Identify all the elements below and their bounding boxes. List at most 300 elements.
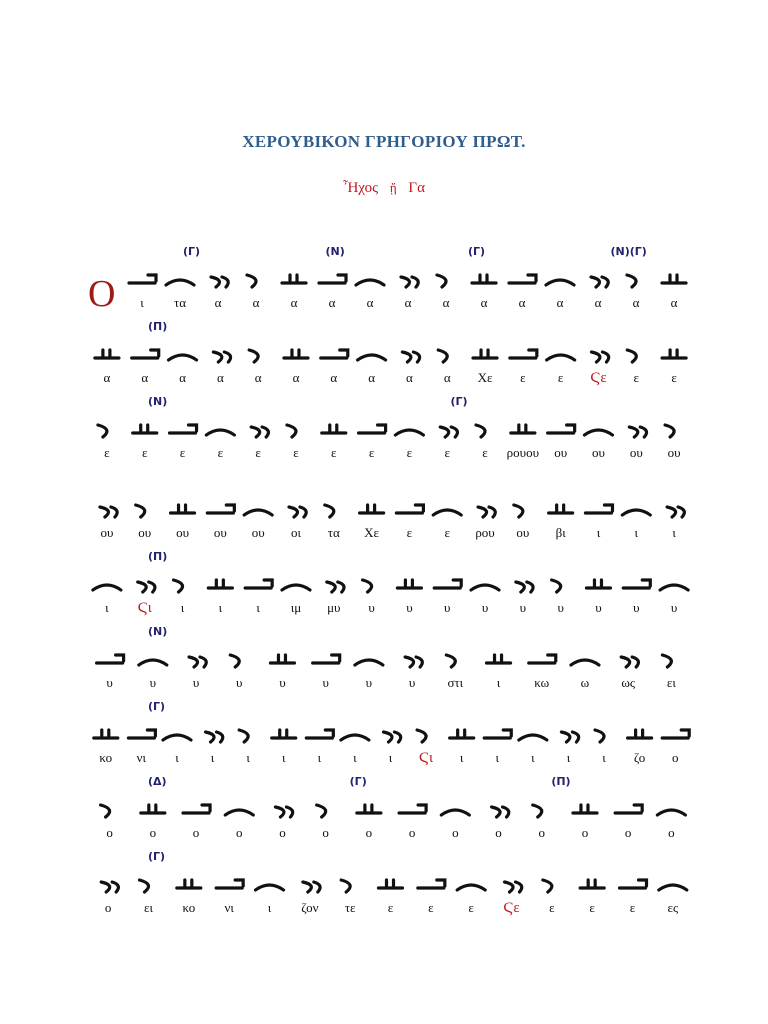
lyric-syllable: μυ	[327, 600, 341, 615]
lyric-syllable: ου	[629, 445, 643, 460]
lyric-line	[88, 900, 693, 922]
lyric-syllable: α	[406, 370, 413, 385]
neume-glyph	[547, 355, 575, 360]
neume-glyph	[657, 810, 685, 815]
lyric-syllable: ε	[520, 370, 526, 385]
lyric-syllable: κο	[99, 750, 113, 765]
neume-glyph	[360, 505, 384, 513]
lyric-syllable: υ	[192, 675, 200, 690]
martyria-sign: (Γ)	[468, 245, 486, 258]
lyric-syllable: τα	[327, 525, 340, 540]
lyric-line	[88, 525, 693, 547]
lyric-syllable: ι	[596, 525, 601, 540]
martyria-sign: (Ν)	[148, 395, 168, 408]
lyric-syllable: κω	[534, 675, 550, 690]
neume-strip	[88, 475, 693, 525]
lyric-syllable: ε	[141, 445, 148, 460]
lyric-syllable: α	[368, 370, 375, 385]
score-title: ΧΕΡΟΥΒΙΚΟΝ ΓΡΗΓΟΡΙΟΥ ΠΡΩΤ.	[242, 132, 526, 151]
neume-strip	[88, 775, 693, 825]
martyria-sign: (Ν)(Γ)	[610, 245, 647, 258]
neume-glyph	[208, 580, 232, 588]
lyric-syllable: α	[103, 370, 111, 385]
lyric-syllable: α	[330, 370, 338, 385]
neume-glyph	[341, 880, 350, 892]
lyric-syllable: Ϛε	[503, 900, 520, 916]
neume-glyph	[169, 355, 197, 360]
lyric-syllable: ου	[667, 445, 681, 460]
neume-glyph	[659, 885, 687, 890]
mode-prefix: Ἦχος	[343, 180, 379, 196]
neume-glyph	[505, 882, 522, 892]
neume-glyph	[571, 660, 599, 665]
neume-glyph	[282, 275, 306, 283]
lyric-syllable: α	[594, 295, 602, 310]
neume-glyph	[138, 582, 155, 592]
lyric-syllable: ου	[516, 525, 530, 540]
neume-glyph	[303, 882, 320, 892]
neume-glyph	[256, 885, 284, 890]
neume-glyph	[284, 350, 308, 358]
lyric-syllable: ως	[621, 675, 636, 690]
neume-glyph	[230, 655, 239, 667]
neume-glyph	[211, 277, 228, 287]
neume-glyph	[206, 732, 223, 742]
neume-glyph	[533, 805, 542, 817]
neume-glyph	[437, 275, 446, 287]
neume-glyph	[396, 505, 423, 513]
lyric-syllable: ο	[624, 825, 632, 840]
neume-glyph	[325, 505, 334, 517]
neume-glyph	[384, 732, 401, 742]
neume-glyph	[514, 505, 523, 517]
neume-glyph	[251, 427, 268, 437]
lyric-syllable: νι	[136, 750, 147, 765]
lyric-syllable: ει	[144, 900, 153, 915]
neume-glyph	[207, 505, 234, 513]
lyric-syllable: υ	[406, 600, 413, 615]
neume-glyph	[487, 655, 511, 663]
neume-glyph	[397, 580, 421, 588]
neume-glyph	[622, 510, 650, 515]
lyric-syllable: ο	[236, 825, 243, 840]
lyric-syllable: ι	[246, 750, 250, 765]
neume-glyph	[341, 735, 369, 740]
neume-glyph	[357, 805, 381, 813]
neume-glyph	[94, 730, 118, 738]
lyric-syllable: υ	[633, 600, 640, 615]
lyric-syllable: ε	[406, 525, 413, 540]
lyric-syllable: ε	[331, 445, 337, 460]
lyric-syllable: ι	[353, 750, 357, 765]
lyric-syllable: ζο	[633, 750, 646, 765]
neume-glyph	[272, 730, 296, 738]
lyric-syllable: ο	[581, 825, 589, 840]
neume-glyph	[356, 280, 384, 285]
neume-glyph	[183, 805, 210, 813]
lyric-syllable: ρου	[475, 525, 495, 540]
neume-glyph	[319, 275, 346, 283]
martyria-sign: (Γ)	[148, 700, 166, 713]
neume-glyph	[98, 425, 107, 437]
lyric-syllable: ε	[557, 370, 564, 385]
neume-glyph	[417, 730, 426, 742]
neume-glyph	[549, 505, 573, 513]
neume-glyph	[363, 580, 372, 592]
neume-glyph	[478, 507, 495, 517]
neume-glyph	[476, 425, 485, 437]
martyria-sign: (Ν)	[148, 625, 168, 638]
neume-glyph	[543, 880, 552, 892]
neume-glyph	[313, 655, 340, 663]
neume-glyph	[97, 655, 124, 663]
lyric-syllable: α	[443, 370, 451, 385]
neume-glyph	[101, 805, 110, 817]
neume-glyph	[95, 350, 119, 358]
lyric-syllable: α	[214, 295, 222, 310]
neume-glyph	[129, 275, 156, 283]
lyric-syllable: υ	[149, 675, 157, 690]
lyric-syllable: Ϛι	[419, 750, 434, 766]
lyric-syllable: στι	[447, 675, 464, 690]
lyric-syllable: α	[254, 370, 262, 385]
neume-glyph	[140, 880, 149, 892]
lyric-syllable: Χε	[477, 370, 493, 385]
lyric-syllable: α	[442, 295, 450, 310]
neume-glyph	[213, 352, 230, 362]
neume-glyph	[100, 507, 117, 517]
lyric-syllable: υ	[557, 600, 564, 615]
lyric-syllable: κο	[182, 900, 196, 915]
lyric-syllable: ε	[482, 445, 488, 460]
neume-glyph	[473, 350, 497, 358]
lyric-syllable: α	[480, 295, 488, 310]
lyric-syllable: οι	[290, 525, 301, 540]
lyric-syllable: ο	[104, 900, 112, 915]
martyria-sign: (Γ)	[183, 245, 201, 258]
lyric-syllable: ι	[495, 750, 499, 765]
neume-glyph	[306, 730, 333, 738]
lyric-syllable: τε	[344, 900, 356, 915]
score-line	[88, 850, 693, 930]
neume-glyph	[662, 275, 686, 283]
lyric-syllable: ι	[140, 295, 144, 310]
neume-glyph	[591, 352, 608, 362]
neume-glyph	[519, 735, 547, 740]
neume-glyph	[317, 805, 326, 817]
lyric-syllable: ει	[666, 675, 676, 690]
neume-glyph	[282, 585, 310, 590]
neume-glyph	[289, 507, 306, 517]
neume-glyph	[438, 350, 447, 362]
neume-glyph	[584, 430, 612, 435]
lyric-syllable: ε	[255, 445, 261, 460]
score-line	[88, 775, 693, 855]
lyric-syllable: νι	[224, 900, 234, 915]
neume-glyph	[216, 880, 243, 888]
lyric-syllable: ι	[531, 750, 535, 765]
neume-glyph	[128, 730, 155, 738]
neume-glyph	[552, 580, 561, 592]
lyric-syllable: ι	[210, 750, 215, 765]
lyric-syllable: βι	[555, 525, 566, 540]
lyric-syllable: υ	[408, 675, 416, 690]
lyric-syllable: ο	[668, 825, 675, 840]
neume-glyph	[620, 880, 647, 888]
neume-glyph	[136, 505, 145, 517]
lyric-syllable: ι	[218, 600, 223, 615]
lyric-syllable: υ	[279, 675, 286, 690]
neume-strip	[123, 245, 693, 295]
lyric-syllable: ου	[251, 525, 265, 540]
lyric-syllable: ου	[138, 525, 152, 540]
martyria-sign: (Γ)	[148, 850, 166, 863]
lyric-syllable: Ϛε	[590, 370, 607, 386]
neume-glyph	[139, 660, 167, 665]
neume-glyph	[287, 425, 296, 437]
lyric-line	[88, 825, 693, 847]
martyria-sign: (Π)	[148, 320, 168, 333]
lyric-syllable: υ	[322, 675, 329, 690]
lyric-syllable: υ	[595, 600, 602, 615]
lyric-syllable: ο	[192, 825, 200, 840]
lyric-syllable: ζον	[301, 900, 319, 915]
lyric-syllable: α	[252, 295, 260, 310]
lyric-syllable: ου	[554, 445, 568, 460]
lyric-line	[88, 445, 693, 467]
neume-glyph	[450, 730, 474, 738]
lyric-syllable: ι	[634, 525, 639, 540]
lyric-syllable: υ	[444, 600, 451, 615]
neume-glyph	[573, 805, 597, 813]
neume-glyph	[327, 582, 344, 592]
lyric-syllable: Ϛι	[137, 600, 152, 616]
lyric-syllable: ο	[106, 825, 113, 840]
lyric-syllable: ο	[408, 825, 416, 840]
neume-glyph	[399, 805, 426, 813]
lyric-syllable: ο	[149, 825, 157, 840]
neume-glyph	[358, 355, 386, 360]
lyric-syllable: ε	[104, 445, 110, 460]
neume-glyph	[101, 882, 118, 892]
lyric-syllable: α	[366, 295, 374, 310]
score-line	[123, 245, 693, 325]
lyric-syllable: ι	[267, 900, 272, 915]
lyric-syllable: ε	[179, 445, 186, 460]
neume-glyph	[667, 507, 684, 517]
neume-glyph	[239, 730, 248, 742]
neume-glyph	[662, 655, 671, 667]
neume-glyph	[471, 585, 499, 590]
lyric-syllable: α	[141, 370, 149, 385]
lyric-syllable: υ	[236, 675, 243, 690]
lyric-syllable: ε	[468, 900, 474, 915]
neume-glyph	[401, 277, 418, 287]
lyric-syllable: ι	[602, 750, 606, 765]
neume-glyph	[163, 735, 191, 740]
neume-glyph	[546, 280, 574, 285]
lyric-syllable: ο	[671, 750, 679, 765]
neume-glyph	[591, 277, 608, 287]
neume-glyph	[561, 732, 578, 742]
lyric-syllable: τα	[173, 295, 187, 310]
neume-glyph	[628, 730, 652, 738]
neume-glyph	[275, 807, 292, 817]
neume-glyph	[629, 427, 646, 437]
lyric-syllable: ε	[444, 525, 450, 540]
neume-glyph	[247, 275, 256, 287]
lyric-syllable: Χε	[364, 525, 380, 540]
lyric-syllable: ε	[549, 900, 555, 915]
lyric-syllable: α	[518, 295, 526, 310]
neume-glyph	[511, 425, 535, 433]
neume-glyph	[446, 655, 455, 667]
lyric-syllable: ι	[566, 750, 571, 765]
lyric-syllable: υ	[481, 600, 489, 615]
neume-glyph	[627, 350, 636, 362]
lyric-syllable: ι	[496, 675, 501, 690]
neume-glyph	[206, 430, 234, 435]
neume-glyph	[472, 275, 496, 283]
lyric-syllable: ι	[281, 750, 286, 765]
lyric-syllable: ε	[428, 900, 434, 915]
score-line	[88, 625, 693, 705]
neume-strip	[88, 700, 693, 750]
neume-glyph	[433, 510, 461, 515]
neume-glyph	[623, 580, 650, 588]
lyric-syllable: ι	[180, 600, 185, 615]
neume-glyph	[621, 657, 638, 667]
lyric-syllable: α	[179, 370, 186, 385]
lyric-syllable: υ	[106, 675, 113, 690]
mode-martyria: Γα	[408, 180, 425, 196]
martyria-sign: (Ν)	[325, 245, 345, 258]
neume-glyph	[516, 582, 533, 592]
neume-strip	[88, 550, 693, 600]
lyric-syllable: ι	[105, 600, 109, 615]
neume-glyph	[355, 660, 383, 665]
lyric-line	[88, 370, 693, 392]
neume-glyph	[548, 425, 575, 433]
lyric-line	[123, 295, 693, 317]
neume-glyph	[434, 580, 461, 588]
neume-glyph	[492, 807, 509, 817]
lyric-syllable: ι	[459, 750, 464, 765]
lyric-syllable: ω	[580, 675, 590, 690]
neume-glyph	[580, 880, 604, 888]
neume-glyph	[665, 425, 674, 437]
lyric-syllable: α	[292, 370, 300, 385]
neume-strip	[88, 395, 693, 445]
neume-strip	[88, 850, 693, 900]
lyric-syllable: ο	[452, 825, 459, 840]
lyric-syllable: ου	[100, 525, 114, 540]
score-line	[88, 475, 693, 555]
neume-glyph	[270, 655, 294, 663]
neume-glyph	[225, 810, 253, 815]
neume-glyph	[585, 505, 612, 513]
lyric-syllable: ι	[256, 600, 260, 615]
neume-glyph	[457, 885, 485, 890]
neume-glyph	[322, 425, 346, 433]
neume-glyph	[166, 280, 194, 285]
lyric-syllable: α	[404, 295, 412, 310]
lyric-syllable: ες	[667, 900, 679, 915]
lyric-syllable: ε	[671, 370, 677, 385]
neume-glyph	[441, 810, 469, 815]
lyric-syllable: ε	[633, 370, 640, 385]
lyric-syllable: ι	[317, 750, 322, 765]
neume-glyph	[395, 430, 423, 435]
score-line	[88, 700, 693, 780]
martyria-sign: (Γ)	[349, 775, 367, 788]
lyric-syllable: α	[556, 295, 564, 310]
lyric-syllable: ο	[538, 825, 545, 840]
neume-glyph	[418, 880, 445, 888]
neume-glyph	[133, 425, 157, 433]
neume-glyph	[405, 657, 422, 667]
neume-glyph	[171, 505, 195, 513]
score-line	[88, 320, 693, 400]
neume-glyph	[662, 350, 686, 358]
lyric-syllable: ε	[217, 445, 224, 460]
neume-glyph	[244, 510, 272, 515]
lyric-syllable: ο	[279, 825, 286, 840]
lyric-syllable: ο	[495, 825, 502, 840]
neume-glyph	[321, 350, 348, 358]
lyric-syllable: ι	[672, 525, 676, 540]
lyric-syllable: ου	[176, 525, 189, 540]
neume-strip	[88, 320, 693, 370]
lyric-syllable: ου	[592, 445, 605, 460]
neume-glyph	[141, 805, 165, 813]
lyric-syllable: υ	[365, 675, 373, 690]
neume-glyph	[484, 730, 511, 738]
neume-glyph	[595, 730, 604, 742]
lyric-syllable: ι	[175, 750, 179, 765]
lyric-syllable: ο	[322, 825, 329, 840]
lyric-syllable: υ	[670, 600, 678, 615]
score-line	[88, 395, 693, 475]
lyric-syllable: ρουου	[506, 445, 540, 460]
lyric-syllable: ε	[444, 445, 450, 460]
neume-glyph	[529, 655, 556, 663]
neume-glyph	[379, 880, 403, 888]
neume-glyph	[249, 350, 258, 362]
neume-glyph	[132, 350, 159, 358]
score-line	[88, 550, 693, 630]
neume-glyph	[245, 580, 272, 588]
neume-glyph	[440, 427, 457, 437]
neume-glyph	[170, 425, 197, 433]
neume-glyph	[510, 350, 537, 358]
lyric-syllable: α	[328, 295, 336, 310]
neume-glyph	[586, 580, 610, 588]
lyric-syllable: α	[290, 295, 298, 310]
lyric-syllable: υ	[519, 600, 527, 615]
neume-glyph	[93, 585, 121, 590]
neume-glyph	[662, 730, 689, 738]
lyric-syllable: α	[670, 295, 678, 310]
lyric-syllable: υ	[368, 600, 375, 615]
neume-glyph	[627, 275, 636, 287]
lyric-syllable: ε	[589, 900, 595, 915]
neume-strip	[88, 625, 693, 675]
lyric-syllable: ιμ	[290, 600, 302, 615]
lyric-syllable: α	[632, 295, 640, 310]
martyria-sign: (Π)	[148, 550, 168, 563]
martyria-sign: (Π)	[551, 775, 571, 788]
